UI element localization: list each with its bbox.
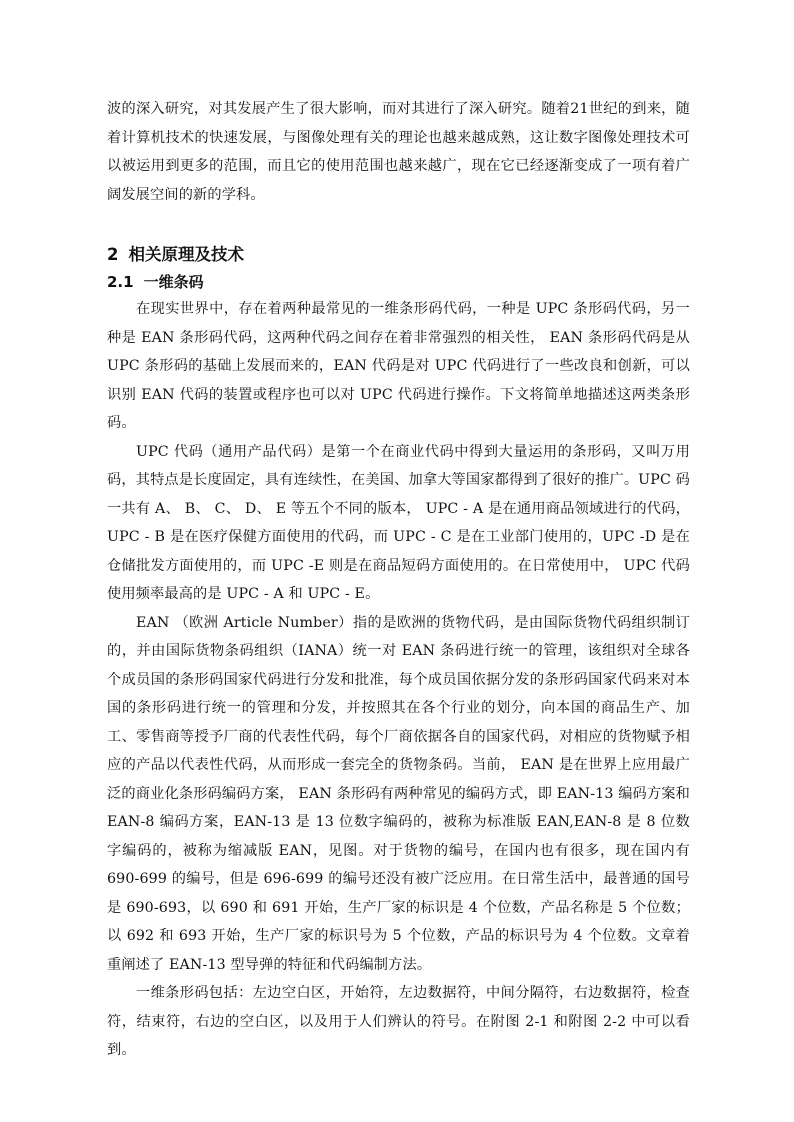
paragraph-ean: EAN （欧洲 Article Number）指的是欧洲的货物代码，是由国际货物代码组织制订的，并由国际货物条码组织（IANA）统一对 EAN 条码进行统一的管理，该组织对全球各个成员国的条形码国家代码进行分发和批准，每个成员国依据分发的条形码国家代码来对本国的条形码进行统一的管理和分发，并按照其在各个行业的划分，向本国的商品生产、加工、零售商等授予厂商的代表性代码，每个厂商依据各自的国家代码，对相应的货物赋予相应的产品以代表性代码，从而形成一套完全的货物条码。当前， EAN 是在世界上应用最广泛的商业化条形码编码方案， EAN 条形码有两种常见的编码方式，即 EAN-13 编码方案和 EAN-8 编码方案，EAN-13 是 13 位数字编码的，被称为标准版 EAN,EAN-8 是 8 位数字编码的，被称为缩减版 EAN，见图。对于货物的编号，在国内也有很多，现在国内有 690-699 的编号，但是 696-699 的编号还没有被广泛应用。在日常生活中，最普通的国号是 690-693，以 690 和 691 开始，生产厂家的标识是 4 个位数，产品名称是 5 个位数；以 692 和 693 开始，生产厂家的标识号为 5 个位数，产品的标识号为 4 个位数。文章着重阐述了 EAN-13 型导弹的特征和代码编制方法。: [107, 614, 690, 973]
page-content: [107, 95, 690, 1065]
subsection-number: 2.1: [107, 273, 134, 291]
subsection-heading: [107, 269, 690, 295]
subsection-title: 一维条码: [143, 273, 204, 291]
paragraph-intro: 波的深入研究，对其发展产生了很大影响，而对其进行了深入研究。随着21世纪的到来，随着计算机技术的快速发展，与图像处理有关的理论也越来越成熟，这让数字图像处理技术可以被运用到更多的范围，而且它的使用范围也越来越广，现在它已经逐渐变成了一项有着广阔发展空间的新的学科。: [107, 101, 690, 203]
section-heading: [107, 241, 690, 269]
paragraph-upc: UPC 代码（通用产品代码）是第一个在商业代码中得到大量运用的条形码，又叫万用码，其特点是长度固定，具有连续性，在美国、加拿大等国家都得到了很好的推广。UPC 码一共有 A、 B、 C、 D、 E 等五个不同的版本， UPC - A 是在通用商品领域进行的代码，UPC - B 是在医疗保健方面使用的代码，而 UPC - C 是在工业部门使用的，UPC -D 是在仓储批发方面使用的，而 UPC -E 则是在商品短码方面使用的。在日常使用中， UPC 代码使用频率最高的是 UPC - A 和 UPC - E。: [107, 443, 690, 602]
section-title: 相关原理及技术: [128, 245, 244, 264]
section-number: 2: [107, 245, 119, 264]
paragraph-barcode-structure: 一维条形码包括：左边空白区，开始符，左边数据符，中间分隔符，右边数据符，检查符，结束符，右边的空白区，以及用于人们辨认的符号。在附图 2-1 和附图 2-2 中可以看到。: [107, 985, 690, 1058]
paragraph-barcode-types: 在现实世界中，存在着两种最常见的一维条形码代码，一种是 UPC 条形码代码，另一种是 EAN 条形码代码，这两种代码之间存在着非常强烈的相关性， EAN 条形码代码是从 UPC 条形码的基础上发展而来的，EAN 代码是对 UPC 代码进行了一些改良和创新，可以识别 EAN 代码的装置或程序也可以对 UPC 代码进行操作。下文将简单地描述这两类条形码。: [107, 301, 690, 431]
